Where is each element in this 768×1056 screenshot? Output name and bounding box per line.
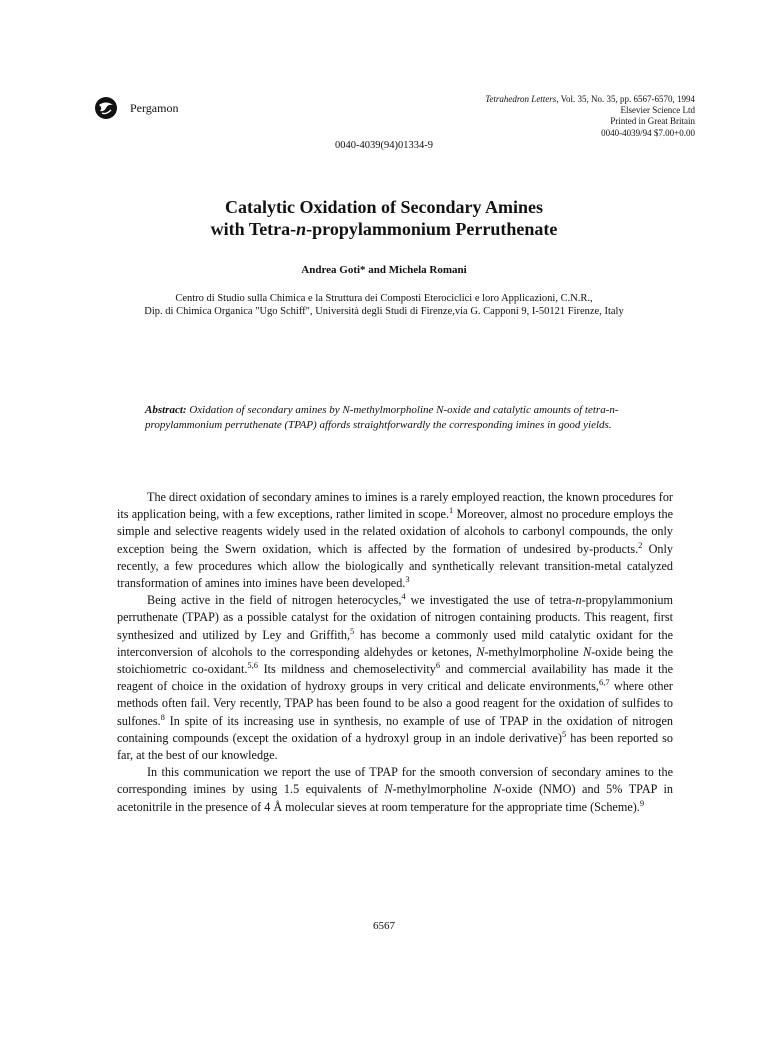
italic-run: N [582,644,592,659]
body-text [117,489,673,816]
italic-run: n [575,593,582,608]
citation-ref: 4 [401,591,406,602]
affiliation [0,292,768,318]
journal-price-line: 0040-4039/94 $7.00+0.00 [601,127,695,138]
authors: Andrea Goti* and Michela Romani [301,264,467,276]
title-italic-n: n [296,219,307,239]
text-run: we investigated the use of tetra- [405,593,576,608]
journal-printed-line: Printed in Great Britain [610,116,695,127]
citation-ref: 5,6 [247,659,259,670]
citation-ref: 1 [449,505,454,516]
citation-ref: 5 [561,728,567,739]
text-run: -propylammonium perruthenate (TPAP) as a possible catalyst for the oxidation of nitrogen containing products. This reagent, first synthesized and utilized by Ley and Griffith, [117,593,673,642]
article-code: 0040-4039(94)01334-9 [335,140,433,151]
text-run: Being active in the field of nitrogen heterocycles, [147,593,402,608]
pergamon-logo-icon [94,96,118,120]
citation-ref: 8 [160,711,165,722]
citation-ref: 2 [638,539,643,550]
page-number: 6567 [373,920,395,932]
title-line-2 [0,218,768,240]
text-run: -oxide being the stoichiometric co-oxidant. [117,644,674,677]
paper-title [0,196,768,240]
title-line-1: Catalytic Oxidation of Secondary Amines [225,197,543,217]
text-run: In spite of its increasing use in synthesis, no example of use of TPAP in the oxidation of nitrogen containing compounds (except the oxidation of a hydroxyl group in an indole derivative) [117,713,673,745]
journal-publisher-line: Elsevier Science Ltd [620,105,695,116]
journal-volume: , Vol. 35, No. 35, pp. 6567-6570, 1994 [556,94,695,104]
citation-ref: 3 [405,573,410,584]
text-run: where other methods often fail. Very recently, TPAP has been found to be also a good reagent for the oxidation of sulfides to sulfones. [117,679,673,728]
journal-info [485,94,695,139]
affiliation-line-2: Dip. di Chimica Organica "Ugo Schiff", Università degli Studi di Firenze,via G. Capponi 9, I-50121 Firenze, Italy [144,306,624,317]
abstract-text: Oxidation of secondary amines by N-methylmorpholine N-oxide and catalytic amounts of tetra-n-propylammonium perruthenate (TPAP) affords straightforwardly the corresponding imines in good yields. [145,404,619,431]
text-run: has become a commonly used mild catalytic oxidant for the interconversion of alcohols to the corresponding aldehydes or ketones, [117,627,673,659]
affiliation-line-1: Centro di Studio sulla Chimica e la Struttura dei Composti Eterociclici e loro Applicazioni, C.N.R., [175,293,593,304]
text-run: Its mildness and chemoselectivity [258,662,436,677]
paragraph-2 [117,592,673,764]
abstract-label: Abstract: [145,404,187,416]
title-part: -propylammonium Perruthenate [306,219,558,239]
paragraph-1 [117,489,673,592]
journal-citation [485,94,695,105]
text-run: Only recently, a few procedures which allow the biologically and synthetically relevant transition-metal catalyzed transformation of amines into imines have been developed. [117,541,673,591]
journal-name: Tetrahedron Letters [485,94,557,104]
text-run: has been reported so far, at the best of our knowledge. [117,730,673,763]
abstract [145,403,645,433]
italic-run: N [384,782,393,797]
title-part: with Tetra- [210,219,297,239]
text-run: and commercial availability has made it the reagent of choice in the oxidation of hydroxy groups in very critical and delicate environments, [117,662,674,694]
text-run: -methylmorpholine [392,782,494,797]
citation-ref: 9 [639,797,645,808]
citation-ref: 6,7 [598,677,610,688]
italic-run: N [493,782,502,797]
paragraph-3 [117,764,673,816]
italic-run: N [476,644,485,659]
publisher-name: Pergamon [130,101,179,115]
citation-ref: 5 [350,625,355,636]
text-run: -methylmorpholine [484,644,583,659]
text-run: -oxide (NMO) and 5% TPAP in acetonitrile in the presence of 4 Å molecular sieves at room temperature for the appropriate time (Scheme). [117,782,673,814]
text-run: In this communication we report the use of TPAP for the smooth conversion of secondary amines to the corresponding imines by using 1.5 equivalents of [117,765,673,797]
text-run: The direct oxidation of secondary amines to imines is a rarely employed reaction, the known procedures for its application being, with a few exceptions, rather limited in scope. [117,490,673,522]
citation-ref: 6 [435,659,441,670]
text-run: Moreover, almost no procedure employs the simple and selective reagents widely used in the related oxidation of alcohols to carbonyl compounds, the only exception being the Swern oxidation, which is affected by the formation of undesired by-products. [117,507,673,556]
